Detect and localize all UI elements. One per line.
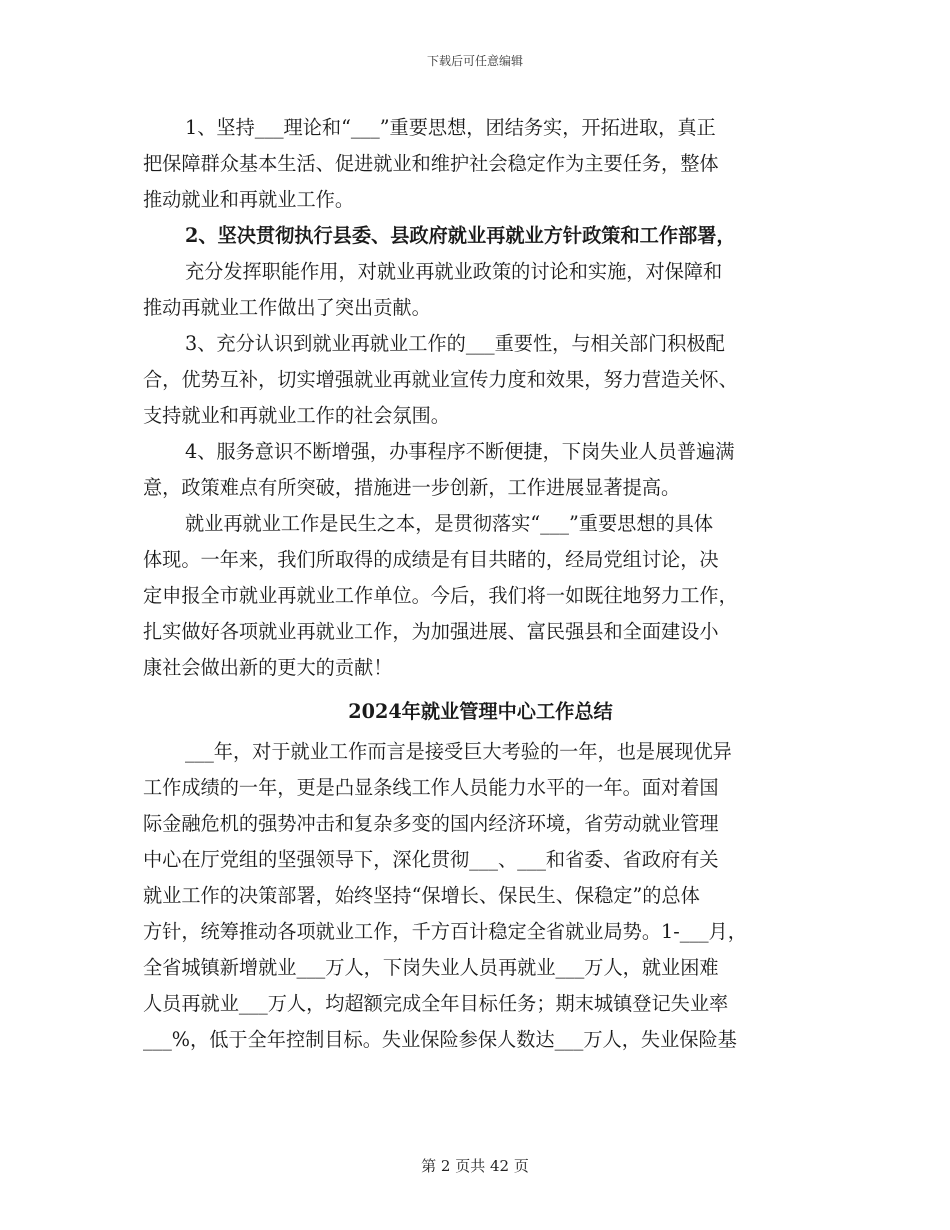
text-line: 合，优势互补，切实增强就业再就业宣传力度和效果，努力营造关怀、 bbox=[143, 368, 738, 391]
text-line: 定申报全市就业再就业工作单位。今后，我们将一如既往地努力工作， bbox=[143, 584, 738, 607]
paragraphs-part1 bbox=[143, 110, 818, 686]
text-line: ___%，低于全年控制目标。失业保险参保人数达___万人，失业保险基 bbox=[143, 1028, 737, 1051]
text-line: 际金融危机的强势冲击和复杂多变的国内经济环境，省劳动就业管理 bbox=[143, 812, 719, 835]
text-line: 全省城镇新增就业___万人，下岗失业人员再就业___万人，就业困难 bbox=[143, 956, 719, 979]
paragraphs-part2 bbox=[143, 734, 818, 1058]
text-line: 推动就业和再就业工作。 bbox=[143, 188, 355, 211]
text-line: 充分发挥职能作用，对就业再就业政策的讨论和实施，对保障和 bbox=[185, 260, 723, 283]
text-line: 康社会做出新的更大的贡献！ bbox=[143, 656, 393, 679]
text-line: 扎实做好各项就业再就业工作，为加强进展、富民强县和全面建设小 bbox=[143, 620, 719, 643]
text-line: 4、服务意识不断增强，办事程序不断便捷，下岗失业人员普遍满 bbox=[185, 440, 735, 463]
text-line: 把保障群众基本生活、促进就业和维护社会稳定作为主要任务，整体 bbox=[143, 152, 719, 175]
page-header-note: 下载后可任意编辑 bbox=[426, 54, 523, 68]
text-line: 中心在厅党组的坚强领导下，深化贯彻___、___和省委、省政府有关 bbox=[143, 848, 719, 871]
text-line: 工作成绩的一年，更是凸显条线工作人员能力水平的一年。面对着国 bbox=[143, 776, 719, 799]
text-line: 推动再就业工作做出了突出贡献。 bbox=[143, 296, 431, 319]
text-line: 意，政策难点有所突破，措施进一步创新，工作进展显著提高。 bbox=[143, 476, 681, 499]
text-line: ___年，对于就业工作而言是接受巨大考验的一年，也是展现优异 bbox=[185, 740, 732, 763]
text-line: 1、坚持___理论和“___”重要思想，团结务实，开拓进取，真正 bbox=[185, 116, 716, 139]
text-line: 就业再就业工作是民生之本，是贯彻落实“___”重要思想的具体 bbox=[185, 512, 714, 535]
page-footer: 第 2 页共 42 页 bbox=[421, 1157, 529, 1175]
text-line: 方针，统筹推动各项就业工作，千方百计稳定全省就业局势。1-___月， bbox=[143, 920, 747, 943]
text-line: 2、坚决贯彻执行县委、县政府就业再就业方针政策和工作部署， bbox=[185, 224, 736, 247]
document-body bbox=[143, 110, 818, 1058]
text-line: 人员再就业___万人，均超额完成全年目标任务；期末城镇登记失业率 bbox=[143, 992, 729, 1015]
text-line: 就业工作的决策部署，始终坚持“保增长、保民生、保稳定”的总体 bbox=[143, 884, 700, 907]
text-line: 支持就业和再就业工作的社会氛围。 bbox=[143, 404, 450, 427]
section-title: 2024年就业管理中心工作总结 bbox=[348, 700, 613, 723]
text-line: 体现。一年来，我们所取得的成绩是有目共睹的，经局党组讨论，决 bbox=[143, 548, 719, 571]
text-line: 3、充分认识到就业再就业工作的___重要性，与相关部门积极配 bbox=[185, 332, 725, 355]
